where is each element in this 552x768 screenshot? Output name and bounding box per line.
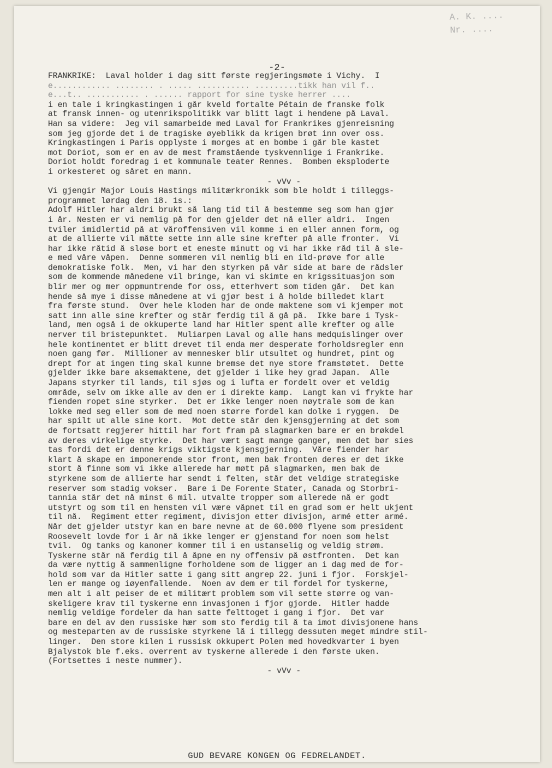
text-line: de fortsatt regjerer hittil har fort fram på slagmarken bare er en brøkdel	[48, 426, 404, 436]
text-line: stort å finne som vi ikke allerede har møtt på slagmarken, men bak de	[48, 465, 380, 475]
text-line: tvil. Og tanks og kanoner kommer til i en ustanselig og veldig strøm.	[48, 542, 385, 552]
page-number: -2-	[268, 62, 286, 73]
text-line: Japans styrker til lands, til sjøs og i lufta er fordelt over et veldig	[48, 379, 390, 388]
text-line: Roosevelt lovde for i år nå ikke lenger er gjenstand for noen som helst	[48, 532, 390, 542]
text-line: (Fortsettes i neste nummer).	[48, 657, 183, 667]
text-line: Når det gjelder utstyr kan en bare nevne at de 60.000 flyene som president	[48, 522, 404, 532]
text-line: gjelder ikke bare aksemaktene, det gjelder i like hey grad Japan. Alle	[48, 369, 390, 379]
text-line: mot Doriot, som er en av de mest framstående tyskvennlige i Frankrike.	[48, 148, 385, 158]
text-line: fienden ropet sine styrker. Det er ikke lenger noen nøytrale som de kan	[48, 398, 395, 408]
stamp-line: Nr. ....	[449, 24, 494, 36]
text-line: - vVv -	[267, 177, 301, 187]
text-line: område, selv om ikke alle av den er i direkte kamp. Langt kan vi frykte har	[48, 388, 414, 398]
closing-line: GUD BEVARE KONGEN OG FEDRELANDET.	[187, 751, 367, 761]
text-line: hold som var da Hitler satte i gang sitt angrep 22. juni i fjor. Forskjel-	[48, 570, 409, 580]
text-line: styrkene som de allierte har sendt i felten, står det veldige strategiske	[48, 474, 399, 484]
text-line: FRANKRIKE: Laval holder i dag sitt første regjeringsmøte i Vichy. I	[48, 72, 380, 81]
text-line: len er mange og iøyenfallende. Noen av dem er til fordel for tyskerne,	[48, 580, 390, 590]
text-line: i år. Nesten er vi nemlig på for den gjelder det nå eller aldri. Ingen	[48, 215, 390, 225]
text-line: linger. Den store kilen i russisk okkupert Polen med hovedkvarter i byen	[48, 638, 399, 648]
text-line: fra første stund. Over hele kloden har de onde maktene som vi kjemper mot	[48, 302, 404, 312]
text-line: lokke med seg eller som de med noen større fordel kan dolke i ryggen. De	[48, 407, 399, 417]
text-line: land, men også i de okkuperte land har Hitler spent alle krefter og alle	[48, 321, 395, 331]
text-line: Tyskerne står nå ferdig til å åpne en ny offensiv på østfronten. Det kan	[48, 551, 399, 561]
text-line: e............ ........ . ..... ........... .........tikk han vil f..	[48, 81, 375, 91]
text-line: skeligere krav til tyskerne enn invasjonen i fjor gjorde. Hitler hadde	[48, 599, 390, 609]
text-line: noen gang før. Millioner av mennesker blir utsultet og hundret, pint og	[48, 350, 395, 360]
text-line: har spilt ut alle sine kort. Mot dette står den kjensgjerning at det som	[48, 417, 399, 427]
stamp-line: A. K. ....	[449, 10, 504, 23]
text-line: i en tale i kringkastingen i går kveld fortalte Pétain de franske folk	[48, 100, 385, 110]
text-line: Vi gjengir Major Louis Hastings militærkronikk som ble holdt i tilleggs-	[48, 187, 395, 197]
text-line: da være nyttig å sammenligne forholdene som de ligger an i dag med de for-	[48, 561, 404, 571]
text-line: hele kontinentet er blitt drevet til enda mer desperate forholdsregler enn	[48, 340, 404, 350]
text-line: har ikke råtid å sløse bort et eneste minutt og vi har ikke råd til å sle-	[48, 244, 404, 254]
text-line: til nå. Regiment etter regiment, divisjon etter divisjon, armé etter armé.	[48, 513, 409, 523]
text-line: nemlig veldige fordeler da han satte felttoget i gang i fjor. Det var	[48, 609, 385, 619]
text-line: Han sa videre: Jeg vil samarbeide med Laval for Frankrikes gjenreisning	[48, 119, 395, 129]
text-line: reserver som stadig vokser. Bare i De Forente Stater, Canada og Storbri-	[48, 484, 399, 494]
text-line: som de kommende månedene vil bringe, kan vi skimte en krigssituasjon som	[48, 273, 395, 283]
text-line: men alt i alt peiser de et militært problem som vil sette større og van-	[48, 590, 395, 600]
text-line: Doriot holdt foredrag i et kommunale teater Rennes. Bomben eksploderte	[48, 158, 390, 168]
text-line: at de allierte vil måtte sette inn alle sine krefter på alle fronter. Vi	[48, 235, 399, 245]
text-line: som jeg gjorde det i de tragiske øyeblikk da krigen brøt inn over oss.	[48, 129, 385, 139]
text-line: i orkesteret og såret en mann.	[48, 167, 193, 177]
text-line: og mesteparten av de russiske styrkene lå i tillegg dessuten meget mindre stil-	[48, 628, 428, 638]
text-line: tas fordi det er denne krigs viktigste kjensgjerning. Våre fiender har	[48, 446, 390, 456]
text-line: drept for at ingen ting skal kunne bremse det nye store framstøtet. Dette	[48, 359, 404, 369]
text-line: utstyrt og som til en hensten vil være våpnet til en grad som er helt ukjent	[48, 503, 414, 513]
text-line: av deres virkelige styrke. Det har vært sagt mange ganger, men det bør sies	[48, 436, 414, 446]
text-line: Kringkastingen i Paris opplyste i morges at en bombe i går ble kastet	[48, 139, 380, 149]
archive-stamp	[449, 8, 540, 49]
text-line: Bjalystok ble f.eks. overrent av tyskerne allerede i den første uken.	[48, 647, 380, 657]
document-page	[14, 6, 540, 762]
text-line: Adolf Hitler har aldri brukt så lang tid til å bestemme seg som han gjør	[48, 206, 395, 216]
text-line: klart å skape en imponerende stor front, men bak fronten deres er det ikke	[48, 455, 404, 465]
text-line: demokratiske folk. Men, vi har den styrken på vår side at bare de rådsler	[48, 263, 404, 273]
text-line: hende så mye i disse månedene at vi gjør best i å holde billedet klart	[48, 292, 385, 302]
text-line: tviler imidlertid på at våroffensiven vil komme i en eller annen form, og	[48, 225, 399, 235]
text-line: bare en del av den russiske hær som sto ferdig til å ta imot divisjonene hans	[48, 618, 419, 628]
text-line: programmet lørdag den 18. 1s.:	[48, 196, 193, 206]
text-line: nerver til bristepunktet. Muliarpen Laval og alle hans medquislinger over	[48, 331, 404, 341]
document-body	[48, 72, 520, 676]
text-line: satt inn alle sine krefter og står ferdig til å gå på. Ikke bare i Tysk-	[48, 311, 399, 321]
text-line: at fransk innen- og utenrikspolitikk var blitt lagt i hendene på Laval.	[48, 110, 390, 120]
text-line: tannia står det nå minst 6 mil. utvalte tropper som allerede nå er godt	[48, 494, 390, 504]
text-line: - vVv -	[267, 666, 301, 676]
text-line: e med våre våpen. Denne sommeren vil nemlig bli en ild-prøve for alle	[48, 254, 385, 264]
text-line: e...t.. ........... . ...... rapport for sine tyske herrer ....	[48, 91, 351, 101]
text-line: blir mer og mer oppmuntrende for oss, etterhvert som tiden går. Det kan	[48, 283, 395, 293]
